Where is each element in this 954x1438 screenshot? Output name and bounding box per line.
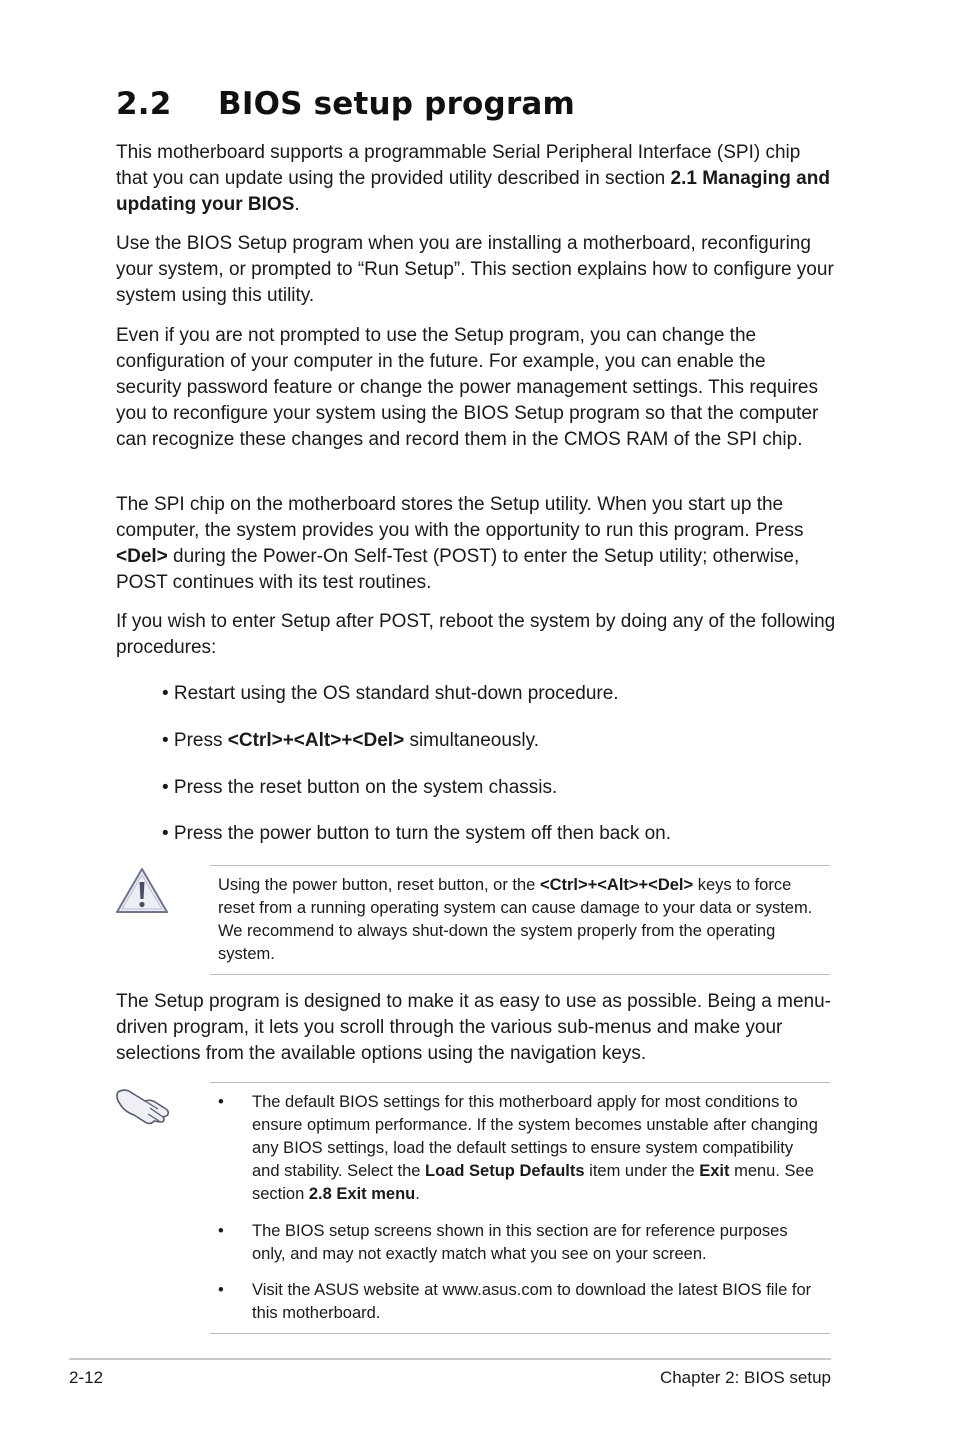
chapter-title: Chapter 2: BIOS setup [659, 1368, 831, 1387]
bullet-dot: • [218, 1281, 224, 1299]
caution-top-divider [210, 865, 830, 866]
bullet-reset-button: • Press the reset button on the system chassis. [162, 777, 558, 798]
caution-text-part: Using the power button, reset button, or the [218, 876, 540, 894]
key-combo: <Ctrl>+<Alt>+<Del> [227, 730, 405, 751]
bullet-text: • Press [162, 730, 228, 751]
paragraph-navigation: The Setup program is designed to make it as easy to use as possible. Being a menu-driven program, it lets you scroll through the various sub-menus and make your selections from the available options using the navigation keys. [116, 991, 832, 1064]
note-text: menu. See section [252, 1162, 814, 1203]
note-text: item under the [584, 1162, 700, 1180]
warning-icon [114, 866, 170, 921]
note-text: Visit the ASUS website at www.asus.com to download the latest BIOS file for this motherboard. [252, 1281, 812, 1322]
section-heading [116, 86, 575, 122]
paragraph-text: . [294, 194, 300, 215]
load-setup-defaults-label: Load Setup Defaults [425, 1162, 585, 1180]
caution-text [218, 874, 823, 966]
note-item-reference-screens [218, 1220, 823, 1266]
note-item-default-settings [218, 1091, 823, 1206]
note-text: The BIOS setup screens shown in this section are for reference purposes only, and may not exactly match what you see on your screen. [252, 1222, 788, 1263]
section-title: BIOS setup program [218, 86, 576, 122]
caution-bottom-divider [210, 974, 830, 975]
page-number: 2-12 [69, 1368, 104, 1387]
paragraph-usage: Use the BIOS Setup program when you are installing a motherboard, reconfiguring your system, or prompted to “Run Setup”. This section explains how to configure your system using this utility. [116, 233, 834, 306]
bullet-text: simultaneously. [404, 730, 539, 751]
paragraph-reboot: If you wish to enter Setup after POST, reboot the system by doing any of the following procedures: [116, 611, 836, 658]
paragraph-text: This motherboard supports a programmable Serial Peripheral Interface (SPI) chip that you can update using the provided utility described in section [116, 142, 801, 189]
paragraph-text: during the Power-On Self-Test (POST) to enter the Setup utility; otherwise, POST continues with its test routines. [116, 546, 800, 593]
paragraph-configuration: Even if you are not prompted to use the Setup program, you can change the configuration of your computer in the future. For example, you can enable the security password feature or change the power management settings. This requires you to reconfigure your system using the BIOS Setup program so that the computer can recognize these changes and record them in the CMOS RAM of the SPI chip. [116, 325, 819, 450]
note-bottom-divider [210, 1333, 830, 1334]
bullet-dot: • [218, 1093, 224, 1111]
bullet-dot: • [218, 1222, 224, 1240]
key-del: <Del> [116, 546, 168, 567]
note-text: . [415, 1185, 420, 1203]
paragraph-text: The SPI chip on the motherboard stores the Setup utility. When you start up the computer, the system provides you with the opportunity to run this program. Press [116, 494, 804, 541]
exit-menu-label: Exit [699, 1162, 730, 1180]
section-reference: 2.8 Exit menu [308, 1185, 416, 1203]
bullet-restart: • Restart using the OS standard shut-down procedure. [162, 683, 619, 704]
note-list [218, 1091, 823, 1325]
section-number: 2.2 [116, 86, 172, 122]
paragraph-spi-chip [116, 492, 836, 596]
caution-text-part: keys to force reset from a running operating system can cause damage to your data or system. We recommend to always shut-down the system properly from the operating system. [218, 876, 813, 963]
note-text: The default BIOS settings for this motherboard apply for most conditions to ensure optimum performance. If the system becomes unstable after changing any BIOS settings, load the default settings to ensure system compatibility and stability. Select the [252, 1093, 818, 1180]
bullet-power-button: • Press the power button to turn the system off then back on. [162, 823, 672, 844]
bullet-ctrl-alt-del [162, 728, 802, 754]
note-item-asus-website [218, 1279, 823, 1325]
note-top-divider [210, 1082, 830, 1083]
key-combo: <Ctrl>+<Alt>+<Del> [539, 876, 694, 894]
footer-divider [69, 1358, 831, 1360]
section-reference: 2.1 Managing and updating your BIOS [116, 168, 830, 215]
note-hand-icon [114, 1084, 172, 1131]
paragraph-intro [116, 140, 836, 218]
